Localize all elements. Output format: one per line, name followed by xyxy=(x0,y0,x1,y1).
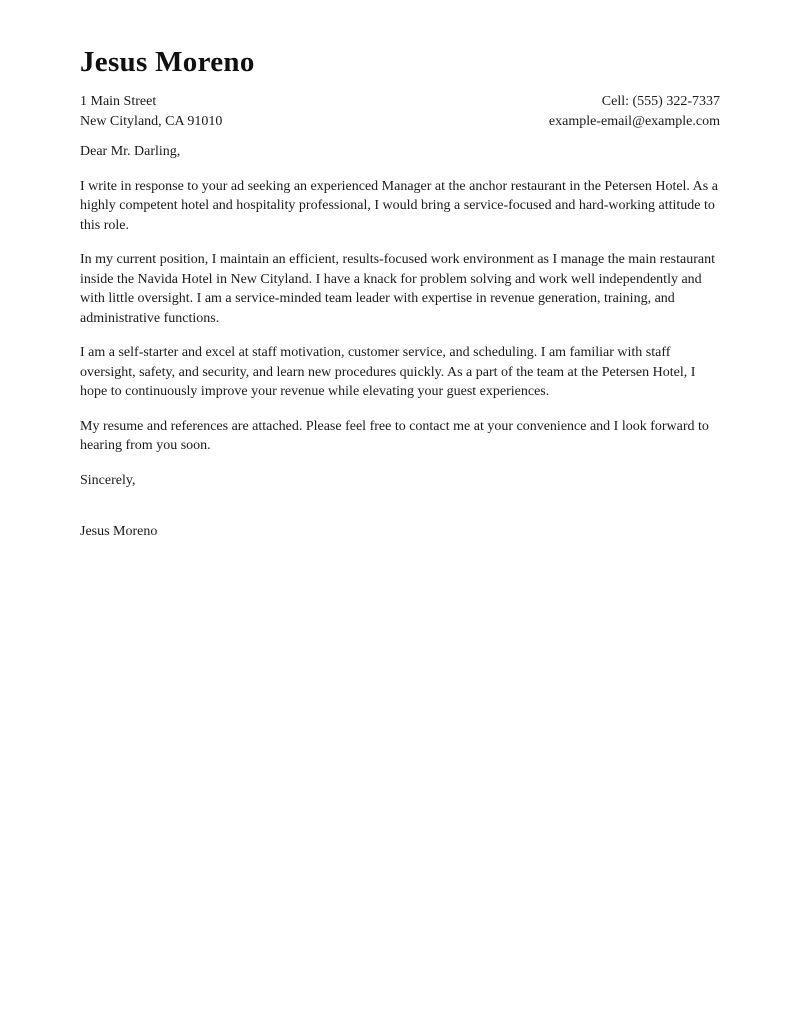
body-paragraph: My resume and references are attached. Please feel free to contact me at your convenience and I look forward to hearing from you soon. xyxy=(80,418,709,453)
body-paragraph: In my current position, I maintain an efficient, results-focused work environment as I manage the main restaurant inside the Navida Hotel in New Cityland. I have a knack for problem solving and work well independently and with little oversight. I am a service-minded team leader with expertise in revenue generation, training, and administrative functions. xyxy=(80,252,715,326)
signature-name: Jesus Moreno xyxy=(80,524,158,539)
mailing-address xyxy=(80,92,222,131)
body-paragraph: I write in response to your ad seeking an experienced Manager at the anchor restaurant in the Petersen Hotel. As a highly competent hotel and hospitality professional, I would bring a service-focused and hard-working attitude to this role. xyxy=(80,178,718,233)
email-address: example-email@example.com xyxy=(548,113,720,129)
letter-body xyxy=(80,142,720,542)
phone-number: Cell: (555) 322-7337 xyxy=(601,94,720,109)
applicant-name: Jesus Moreno xyxy=(80,46,255,78)
contact-info-row xyxy=(80,92,720,131)
address-line-1: 1 Main Street xyxy=(80,94,157,109)
closing: Sincerely, xyxy=(80,472,136,488)
address-line-2: New Cityland, CA 91010 xyxy=(80,113,223,129)
salutation: Dear Mr. Darling, xyxy=(80,144,181,159)
letterhead xyxy=(80,46,720,131)
contact-details xyxy=(549,92,720,131)
body-paragraph: I am a self-starter and excel at staff motivation, customer service, and scheduling. I am familiar with staff oversight, safety, and security, and learn new procedures quickly. As a part of the team at the Petersen Hotel, I hope to continuously improve your revenue while elevating your guest experiences. xyxy=(80,345,696,399)
